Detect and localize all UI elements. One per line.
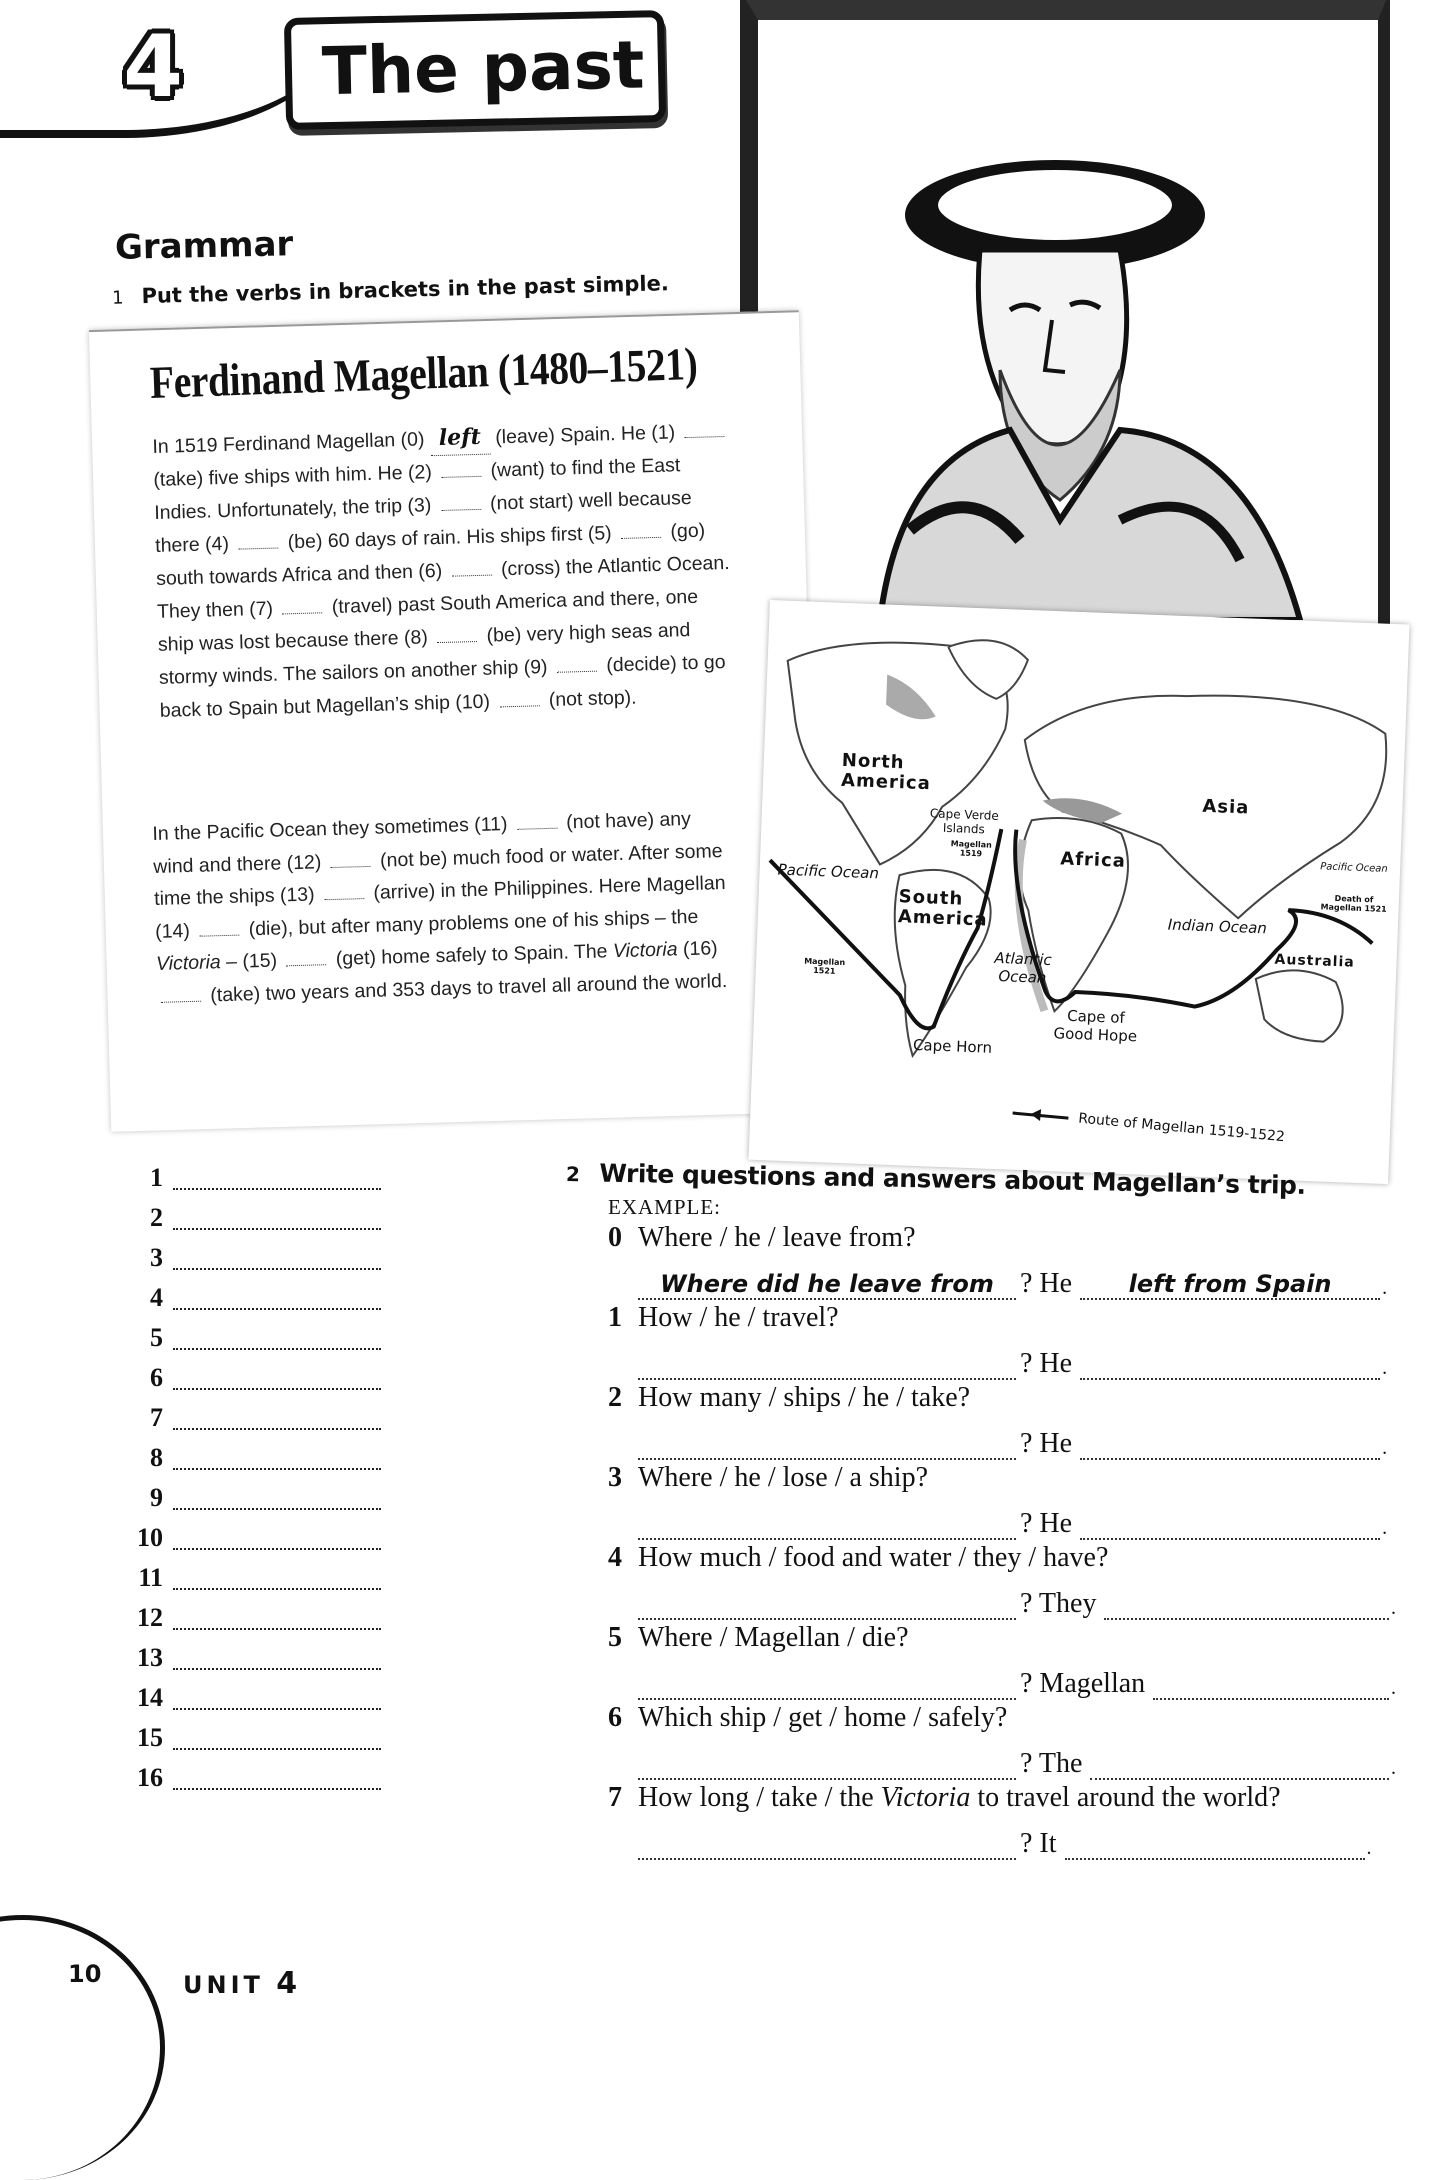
exercise2-instruction: Write questions and answers about Magellan’s trip.	[599, 1158, 1306, 1200]
full-stop: .	[1382, 1437, 1388, 1459]
answer-number: 11	[138, 1563, 163, 1592]
gap-blank-12[interactable]	[331, 853, 371, 867]
map-label-magellan-1519: Magellan 1519	[950, 839, 993, 859]
answer-line	[638, 1578, 1396, 1620]
question-prompt	[608, 1540, 1396, 1578]
answer-row	[115, 1472, 385, 1512]
question-answer-field[interactable]	[638, 1350, 1016, 1380]
full-stop: .	[1391, 1597, 1396, 1619]
footer-unit-word: UNIT	[183, 1971, 264, 1999]
answer-input-line[interactable]	[173, 1302, 381, 1310]
reading-paragraph-1: In 1519 Ferdinand Magellan (0) left (leave) Spain. He (1) (take) five ships with him. He (2) (want) to find the East Indies. Unfortunately, the trip (3) (not start) well because there (4) (be) 60 days of rain. His ships first (5) (go) south towards Africa and then (6) (cross) the Atlantic Ocean. They then (7) (travel) past South America and there, one ship was lost because there (8) (be) very high seas and stormy winds. The sailors on another ship (9) (decide) to go back to Spain but Magellan’s ship (10) (not stop).	[152, 421, 730, 722]
full-stop: .	[1366, 1837, 1372, 1859]
answer-row	[115, 1752, 385, 1792]
answer-line	[638, 1498, 1396, 1540]
answer-input-line[interactable]	[173, 1262, 381, 1270]
answer-row	[115, 1352, 385, 1392]
answer-lead-text: ? He	[1020, 1268, 1073, 1299]
question-answer-text: Where did he leave from	[660, 1270, 994, 1298]
answer-row	[115, 1312, 385, 1352]
map-label-cape-good-hope: Cape of Good Hope	[1053, 1006, 1138, 1046]
gap-blank-2[interactable]	[441, 464, 481, 478]
gap-blank-7[interactable]	[282, 600, 322, 614]
gap-blank-8[interactable]	[437, 629, 477, 643]
full-stop: .	[1391, 1677, 1396, 1699]
full-stop: .	[1391, 1757, 1396, 1779]
question-text: Where / Magellan / die?	[638, 1622, 909, 1653]
answer-lead-text: ? He	[1020, 1428, 1073, 1459]
question-number: 2	[608, 1382, 622, 1413]
answer-input-line[interactable]	[173, 1702, 381, 1710]
answer-input-line[interactable]	[173, 1222, 381, 1230]
answer-row	[115, 1632, 385, 1672]
answer-row	[115, 1552, 385, 1592]
ship-name: Victoria	[155, 951, 222, 975]
map-label-indian-ocean: Indian Ocean	[1167, 915, 1268, 938]
map-label-south-america: South America	[897, 886, 989, 931]
answer-lead-text: ? The	[1020, 1748, 1083, 1779]
question-number: 0	[608, 1222, 622, 1253]
gap-blank-5[interactable]	[621, 525, 661, 539]
map-label-north-america: North America	[840, 749, 932, 795]
question-answer-field[interactable]	[638, 1590, 1016, 1620]
footer-unit-number: 4	[276, 1966, 298, 2001]
short-answer-field[interactable]	[1104, 1590, 1389, 1620]
gap-blank-15[interactable]	[286, 952, 326, 966]
map-label-pacific-ocean-east: Pacific Ocean	[1319, 861, 1388, 875]
answer-number: 14	[137, 1683, 163, 1712]
question-prompt	[608, 1460, 1396, 1498]
exercise1-answer-list	[115, 1152, 385, 1792]
map-label-death-of-magellan: Death of Magellan 1521	[1320, 893, 1387, 914]
answer-line	[638, 1418, 1396, 1460]
reading-title: Ferdinand Magellan (1480–1521)	[149, 337, 699, 408]
exercise1-instruction-text: Put the verbs in brackets in the past simple.	[141, 271, 670, 309]
answer-row	[115, 1712, 385, 1752]
question-text: How / he / travel?	[638, 1302, 839, 1333]
question-number: 6	[608, 1702, 622, 1733]
question-answer-field[interactable]	[638, 1430, 1016, 1460]
answer-number: 16	[137, 1763, 163, 1792]
map-label-cape-verde: Cape Verde Islands	[929, 806, 1000, 837]
route-arrow-icon	[1013, 1111, 1069, 1119]
question-number: 5	[608, 1622, 622, 1653]
map-label-australia: Australia	[1274, 951, 1356, 971]
answer-row	[115, 1272, 385, 1312]
question-answer-field[interactable]	[638, 1670, 1016, 1700]
question-prompt	[608, 1220, 1396, 1258]
answer-input-line[interactable]	[173, 1182, 381, 1190]
answer-row	[115, 1232, 385, 1272]
gap-blank-14[interactable]	[199, 922, 239, 936]
question-item	[608, 1620, 1396, 1700]
answer-number: 7	[150, 1403, 163, 1432]
answer-number: 13	[137, 1643, 163, 1672]
footer-curve-decoration	[0, 1915, 165, 2180]
full-stop: .	[1382, 1357, 1388, 1379]
question-text: Which ship / get / home / safely?	[638, 1702, 1008, 1733]
answer-number: 8	[150, 1443, 163, 1472]
gap-blank-9[interactable]	[557, 659, 597, 673]
answer-line	[638, 1818, 1396, 1860]
full-stop: .	[1382, 1517, 1388, 1539]
question-item	[608, 1220, 1396, 1300]
answer-number: 12	[137, 1603, 163, 1632]
answer-input-line[interactable]	[173, 1742, 381, 1750]
answer-line	[638, 1258, 1396, 1300]
answer-line	[638, 1338, 1396, 1380]
gap-blank-1[interactable]	[684, 424, 724, 438]
question-text: Where / he / lose / a ship?	[638, 1462, 929, 1493]
map-label-pacific-ocean-west: Pacific Ocean	[777, 860, 880, 883]
question-item	[608, 1540, 1396, 1620]
exercise2	[566, 1158, 1396, 1860]
question-prompt	[608, 1700, 1396, 1738]
ship-name: Victoria	[612, 938, 678, 963]
question-answer-field[interactable]	[638, 1510, 1016, 1540]
answer-input-line[interactable]	[173, 1422, 381, 1430]
answer-lead-text: ? Magellan	[1020, 1668, 1146, 1699]
question-prompt	[608, 1380, 1396, 1418]
question-number: 1	[608, 1302, 622, 1333]
answer-row	[115, 1392, 385, 1432]
question-answer-field[interactable]	[638, 1750, 1016, 1780]
short-answer-field[interactable]	[1090, 1750, 1389, 1780]
gap-blank-13[interactable]	[324, 886, 364, 900]
question-prompt	[608, 1780, 1396, 1818]
question-prompt	[608, 1300, 1396, 1338]
question-prompt	[608, 1620, 1396, 1658]
answer-lead-text: ? It	[1020, 1828, 1057, 1859]
magellan-portrait-image	[820, 100, 1380, 620]
answer-input-line[interactable]	[173, 1582, 381, 1590]
answer-number: 1	[150, 1163, 163, 1192]
short-answer-field[interactable]	[1065, 1830, 1365, 1860]
short-answer-field[interactable]	[1080, 1270, 1380, 1300]
exercise1-instruction	[112, 271, 669, 309]
map-label-asia: Asia	[1201, 795, 1250, 819]
answer-number: 4	[150, 1283, 163, 1312]
footer-unit-label	[183, 1966, 297, 2001]
answer-number: 9	[150, 1483, 163, 1512]
short-answer-text: left from Spain	[1128, 1270, 1332, 1298]
short-answer-field[interactable]	[1080, 1510, 1380, 1540]
ship-name: Victoria	[880, 1782, 971, 1813]
map-label-africa: Africa	[1059, 848, 1127, 872]
question-item	[608, 1700, 1396, 1780]
exercise1-number: 1	[111, 287, 124, 309]
section-heading: Grammar	[114, 224, 294, 268]
short-answer-field[interactable]	[1080, 1350, 1380, 1380]
question-text: to travel around the world?	[970, 1782, 1281, 1813]
unit-number-badge: 4	[123, 17, 183, 117]
question-text: How many / ships / he / take?	[638, 1382, 971, 1413]
map-label-cape-horn: Cape Horn	[912, 1035, 993, 1057]
exercise2-question-list	[566, 1220, 1396, 1860]
example-answer-blank[interactable]: left	[429, 421, 490, 457]
example-label: EXAMPLE:	[608, 1195, 721, 1219]
answer-number: 15	[137, 1723, 163, 1752]
exercise2-number: 2	[565, 1162, 580, 1187]
answer-line	[638, 1658, 1396, 1700]
map-legend-text: Route of Magellan 1519-1522	[1077, 1110, 1286, 1146]
answer-row	[115, 1192, 385, 1232]
answer-number: 10	[137, 1523, 163, 1552]
short-answer-field[interactable]	[1153, 1670, 1389, 1700]
answer-input-line[interactable]	[173, 1502, 381, 1510]
answer-number: 2	[150, 1203, 163, 1232]
question-item	[608, 1460, 1396, 1540]
unit-title: The past	[321, 26, 646, 111]
full-stop: .	[1382, 1277, 1388, 1299]
answer-input-line[interactable]	[173, 1662, 381, 1670]
question-item	[608, 1780, 1396, 1860]
answer-row	[115, 1152, 385, 1192]
answer-number: 5	[150, 1323, 163, 1352]
short-answer-field[interactable]	[1080, 1430, 1380, 1460]
question-number: 3	[608, 1462, 622, 1493]
page-number: 10	[68, 1960, 102, 1988]
answer-line	[638, 1738, 1396, 1780]
question-text: How long / take / the	[638, 1782, 881, 1813]
answer-lead-text: ? He	[1020, 1508, 1073, 1539]
gap-blank-6[interactable]	[451, 563, 491, 577]
question-answer-field[interactable]	[638, 1830, 1016, 1860]
reading-paragraph-2: In the Pacific Ocean they sometimes (11) (not have) any wind and there (12) (not be) much food or water. After some time the ships (13) (arrive) in the Philippines. Here Magellan (14) (die), but after many problems one of his ships – the Victoria – (15) (get) home safely to Spain. The Victoria (16) (take) two years and 353 days to travel all around the world.	[152, 807, 728, 1007]
answer-input-line[interactable]	[173, 1782, 381, 1790]
map-label-atlantic-ocean: Atlantic Ocean	[994, 948, 1053, 987]
gap-blank-3[interactable]	[441, 497, 481, 511]
gap-blank-10[interactable]	[499, 693, 539, 707]
question-text: Where / he / leave from?	[638, 1222, 916, 1253]
question-number: 4	[608, 1542, 622, 1573]
answer-input-line[interactable]	[173, 1462, 381, 1470]
answer-input-line[interactable]	[173, 1342, 381, 1350]
answer-row	[115, 1592, 385, 1632]
question-text: How much / food and water / they / have?	[638, 1542, 1109, 1573]
question-number: 7	[608, 1782, 622, 1813]
answer-row	[115, 1432, 385, 1472]
answer-number: 3	[150, 1243, 163, 1272]
map-label-magellan-1521: Magellan 1521	[803, 956, 846, 976]
answer-input-line[interactable]	[173, 1542, 381, 1550]
gap-blank-16[interactable]	[161, 988, 201, 1002]
world-map-image	[749, 600, 1410, 1184]
answer-lead-text: ? They	[1020, 1588, 1097, 1619]
gap-blank-11[interactable]	[517, 816, 557, 830]
question-answer-field[interactable]	[638, 1270, 1016, 1300]
answer-number: 6	[150, 1363, 163, 1392]
answer-input-line[interactable]	[173, 1622, 381, 1630]
answer-row	[115, 1672, 385, 1712]
answer-lead-text: ? He	[1020, 1348, 1073, 1379]
question-item	[608, 1380, 1396, 1460]
answer-row	[115, 1512, 385, 1552]
answer-input-line[interactable]	[173, 1382, 381, 1390]
unit-title-box	[284, 10, 666, 130]
route-map	[749, 600, 1410, 1184]
gap-blank-4[interactable]	[238, 536, 278, 550]
question-item	[608, 1300, 1396, 1380]
